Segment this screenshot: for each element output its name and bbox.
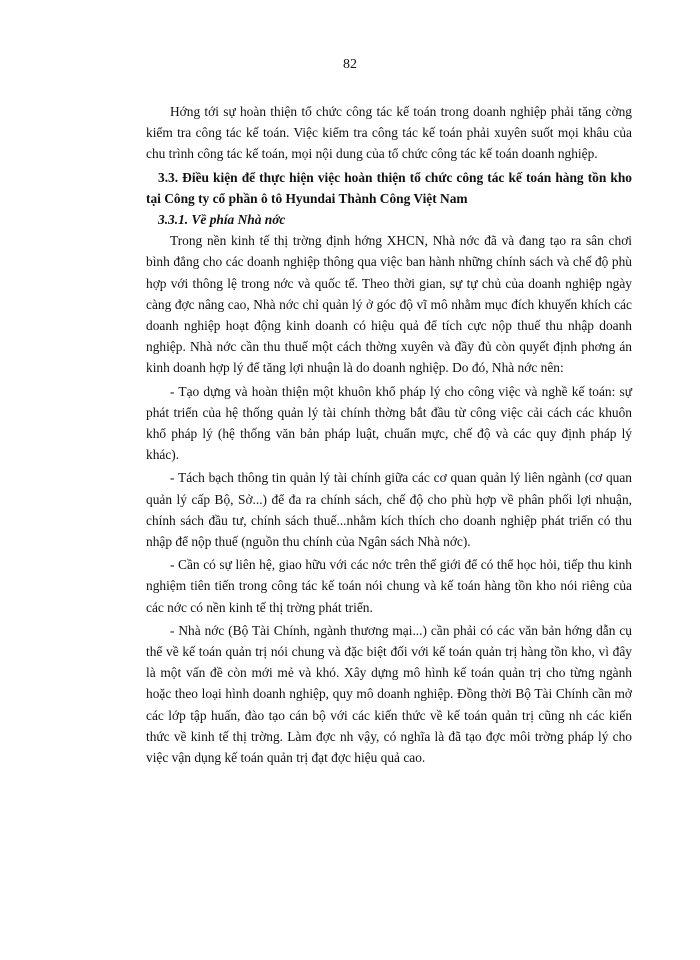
bullet-separate-financial-info: - Tách bạch thông tin quản lý tài chính giữa các cơ quan quản lý liên ngành (cơ quan quản lý cấp Bộ, Sở...) để đa ra chính sách, chế độ cho phù hợp về phân phối lợi nhuận, chính sách đầu tư, chính sách thuế...nhằm kích thích cho doanh nghiệp phát triển có thu nhập để nộp thuế (nguồn thu chính của Ngân sách Nhà nớc). <box>146 470 632 550</box>
section-heading: 3.3. Điều kiện để thực hiện việc hoàn thiện tổ chức công tác kế toán hàng tồn kho tại Công ty cổ phần ô tô Hyundai Thành Công Việt Nam <box>146 169 632 206</box>
subsection-heading: 3.3.1. Về phía Nhà nớc <box>158 212 286 228</box>
bullet-legal-framework: - Tạo dựng và hoàn thiện một khuôn khổ pháp lý cho công việc và nghề kế toán: sự phát triển của hệ thống quản lý tài chính thờng bắt đầu từ công việc cải cách các khuôn khổ pháp lý (hệ thống văn bản pháp luật, chuẩn mực, chế độ và các quy định pháp lý khác). <box>146 383 632 463</box>
intro-paragraph: Hớng tới sự hoàn thiện tổ chức công tác kế toán trong doanh nghiệp phải tăng cờng kiểm tra công tác kế toán. Việc kiểm tra công tác kế toán phải xuyên suốt mọi khâu của chu trình công tác kế toán, mọi nội dung của tổ chức công tác kế toán doanh nghiệp. <box>146 104 632 162</box>
bullet-international-cooperation: - Cần có sự liên hệ, giao hữu với các nớc trên thế giới để có thể học hỏi, tiếp thu kinh nghiệm tiên tiến trong công tác kế toán nói chung và kế toán hàng tồn kho nói riêng của các nớc có nền kinh tế thị trờng phát triển. <box>146 557 632 615</box>
page-number: 82 <box>343 57 357 72</box>
page-body <box>146 101 632 768</box>
bullet-management-accounting-guidance: - Nhà nớc (Bộ Tài Chính, ngành thương mại...) cần phải có các văn bản hớng dẫn cụ thể về kế toán quản trị nói chung và đặc biệt đối với kế toán quản trị hàng tồn kho, vì đây là một vấn đề còn mới mẻ và khó. Xây dựng mô hình kế toán quản trị cho từng ngành hoặc theo loại hình doanh nghiệp, quy mô doanh nghiệp. Đồng thời Bộ Tài Chính cần mở các lớp tập huấn, đào tạo cán bộ với các kiến thức về kế toán quản trị cũng nh các kiến thức về kinh tế thị trờng. Làm đợc nh vậy, có nghĩa là đã tạo đợc môi trờng pháp lý cho việc vận dụng kế toán quản trị đạt đợc hiệu quả cao. <box>146 622 632 766</box>
paragraph-state-role: Trong nền kinh tế thị trờng định hớng XHCN, Nhà nớc đã và đang tạo ra sân chơi bình đẳng cho các doanh nghiệp thông qua việc ban hành những chính sách và chế độ phù hợp với thông lệ trong nớc và quốc tế. Theo thời gian, sự tự chủ của doanh nghiệp ngày càng đợc nâng cao, Nhà nớc chỉ quản lý ở góc độ vĩ mô nhằm mục đích khuyến khích các doanh nghiệp hoạt động kinh doanh có hiệu quả để tích cực nộp thuế thu nhập doanh nghiệp. Nhà nớc cần thu thuế một cách thờng xuyên và đầy đủ còn quyết định phơng án kinh doanh hợp lý để tăng lợi nhuận là do doanh nghiệp. Do đó, Nhà nớc nên: <box>146 233 632 376</box>
